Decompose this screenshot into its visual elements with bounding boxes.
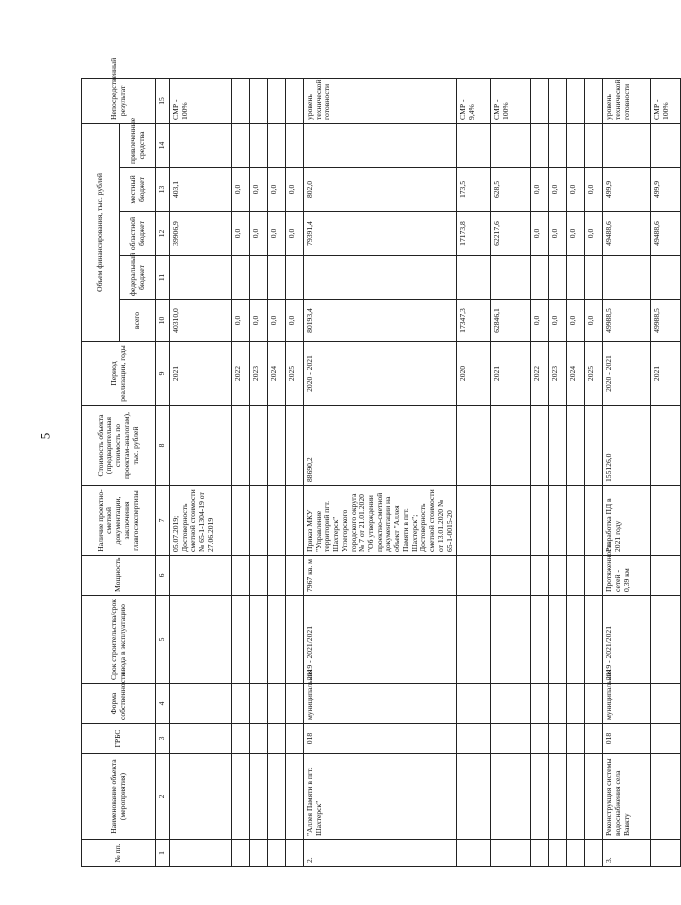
cell-result: СМР - 100%	[491, 78, 531, 123]
cell-result: СМР - 9,4%	[457, 78, 491, 123]
cell-term	[268, 596, 286, 684]
cell-result	[549, 78, 567, 123]
table-row	[304, 78, 457, 866]
cell-grbs	[286, 724, 304, 754]
cell-term	[286, 596, 304, 684]
column-number: 11	[156, 256, 170, 300]
column-number: 3	[156, 724, 170, 754]
table-row	[232, 78, 250, 866]
header-local: местный бюджет	[120, 168, 156, 212]
cell-docs	[549, 486, 567, 556]
column-number: 6	[156, 556, 170, 596]
cell-federal	[531, 256, 549, 300]
cell-federal	[286, 256, 304, 300]
cell-period: 2025	[286, 342, 304, 406]
column-number: 12	[156, 212, 170, 256]
cell-result	[585, 78, 603, 123]
cell-capacity	[531, 556, 549, 596]
cell-period: 2021	[170, 342, 232, 406]
cell-attracted	[651, 123, 681, 167]
cell-federal	[304, 256, 457, 300]
cell-grbs	[232, 724, 250, 754]
table-row	[491, 78, 531, 866]
cell-name	[567, 754, 585, 840]
cell-grbs	[651, 724, 681, 754]
cell-period: 2021	[491, 342, 531, 406]
cell-cost	[531, 406, 549, 486]
table-row	[286, 78, 304, 866]
cell-period: 2024	[268, 342, 286, 406]
cell-ownership: муниципальная	[603, 684, 651, 724]
cell-grbs: 018	[603, 724, 651, 754]
cell-docs	[531, 486, 549, 556]
table-row	[585, 78, 603, 866]
cell-name	[531, 754, 549, 840]
cell-grbs	[457, 724, 491, 754]
cell-docs	[491, 486, 531, 556]
cell-grbs	[250, 724, 268, 754]
cell-total: 80193,4	[304, 300, 457, 342]
header-funding: Объем финансирования, тыс. рублей	[82, 123, 120, 341]
cell-period: 2020 - 2021	[603, 342, 651, 406]
column-number: 9	[156, 342, 170, 406]
cell-attracted	[603, 123, 651, 167]
header-name: Наименование объекта (мероприятия)	[82, 754, 156, 840]
cell-attracted	[170, 123, 232, 167]
cell-no	[567, 840, 585, 867]
cell-result: СМР - 100%	[651, 78, 681, 123]
cell-term	[170, 596, 232, 684]
cell-no	[232, 840, 250, 867]
cell-federal	[651, 256, 681, 300]
cell-cost	[567, 406, 585, 486]
column-number: 15	[156, 78, 170, 123]
cell-ownership	[250, 684, 268, 724]
cell-grbs	[549, 724, 567, 754]
cell-attracted	[531, 123, 549, 167]
cell-name: "Аллея Памяти в пгт. Шахтерск"	[304, 754, 457, 840]
cell-docs	[457, 486, 491, 556]
cell-capacity	[250, 556, 268, 596]
cell-federal	[603, 256, 651, 300]
cell-total: 0,0	[585, 300, 603, 342]
table-body	[170, 78, 681, 866]
column-number: 14	[156, 123, 170, 167]
cell-term	[549, 596, 567, 684]
cell-term: 2019 - 2021/2021	[304, 596, 457, 684]
cell-cost	[549, 406, 567, 486]
cell-federal	[268, 256, 286, 300]
cell-grbs	[585, 724, 603, 754]
cell-capacity	[170, 556, 232, 596]
cell-capacity	[268, 556, 286, 596]
cell-local: 0,0	[567, 168, 585, 212]
cell-capacity: Протяженность сетей - 0,39 км	[603, 556, 651, 596]
cell-docs: 05.07.2019; Достоверность сметной стоимости № 65-1-1304-19 от 27.06.2019	[170, 486, 232, 556]
cell-regional: 0,0	[268, 212, 286, 256]
cell-period: 2020	[457, 342, 491, 406]
cell-result: СМР - 100%	[170, 78, 232, 123]
table-row	[603, 78, 651, 866]
cell-regional: 62217,6	[491, 212, 531, 256]
cell-docs: Приказ МКУ "Управление территорий пгт. Шахтерск" Углегорского городского округа № 7 от 21.01.2020 "Об утверждении проектно-сметной документации на объект "Аллея Памяти в пгт. Шахтерск"; Достоверность сметной стоимости от 13.01.2020 № 65-1-0015-20	[304, 486, 457, 556]
cell-federal	[232, 256, 250, 300]
cell-docs: Разработка ПД в 2021 году	[603, 486, 651, 556]
cell-name	[549, 754, 567, 840]
cell-docs	[567, 486, 585, 556]
column-number: 4	[156, 684, 170, 724]
cell-attracted	[304, 123, 457, 167]
cell-ownership	[549, 684, 567, 724]
cell-regional: 0,0	[567, 212, 585, 256]
cell-docs	[232, 486, 250, 556]
cell-docs	[651, 486, 681, 556]
cell-attracted	[232, 123, 250, 167]
cell-no	[268, 840, 286, 867]
header-cost: Стоимость объекта (предварительная стоимость по проектам-аналогам), тыс. рублей	[82, 406, 156, 486]
cell-ownership	[651, 684, 681, 724]
cell-regional: 0,0	[286, 212, 304, 256]
cell-capacity	[457, 556, 491, 596]
column-number: 13	[156, 168, 170, 212]
table-row	[567, 78, 585, 866]
cell-term	[585, 596, 603, 684]
cell-attracted	[567, 123, 585, 167]
cell-cost	[585, 406, 603, 486]
cell-no: 3.	[603, 840, 651, 867]
cell-term: 2019 - 2021/2021	[603, 596, 651, 684]
cell-ownership	[286, 684, 304, 724]
cell-name	[232, 754, 250, 840]
cell-local: 0,0	[268, 168, 286, 212]
header-capacity: Мощность	[82, 556, 156, 596]
cell-no	[491, 840, 531, 867]
cell-no	[286, 840, 304, 867]
cell-period: 2023	[549, 342, 567, 406]
header-total: всего	[120, 300, 156, 342]
cell-name	[170, 754, 232, 840]
cell-result	[250, 78, 268, 123]
cell-attracted	[268, 123, 286, 167]
cell-period: 2024	[567, 342, 585, 406]
cell-result	[232, 78, 250, 123]
cell-capacity	[549, 556, 567, 596]
cell-local: 802,0	[304, 168, 457, 212]
cell-docs	[268, 486, 286, 556]
cell-result	[531, 78, 549, 123]
cell-cost	[286, 406, 304, 486]
cell-term	[491, 596, 531, 684]
cell-result: уровень технической готовности	[603, 78, 651, 123]
cell-cost	[232, 406, 250, 486]
table-row	[250, 78, 268, 866]
cell-period: 2023	[250, 342, 268, 406]
cell-regional: 17173,8	[457, 212, 491, 256]
cell-docs	[585, 486, 603, 556]
cell-ownership	[567, 684, 585, 724]
cell-term	[232, 596, 250, 684]
header-attracted: привлеченные средства	[120, 123, 156, 167]
cell-name	[457, 754, 491, 840]
cell-local: 0,0	[549, 168, 567, 212]
cell-total: 0,0	[567, 300, 585, 342]
cell-term	[567, 596, 585, 684]
header-period: Период реализации, годы	[82, 342, 156, 406]
cell-total: 62846,1	[491, 300, 531, 342]
cell-capacity	[232, 556, 250, 596]
cell-name	[585, 754, 603, 840]
header-federal: федеральный бюджет	[120, 256, 156, 300]
cell-regional: 49488,6	[603, 212, 651, 256]
column-numbers-row	[156, 78, 170, 866]
table-row	[531, 78, 549, 866]
objects-table	[81, 57, 681, 867]
cell-attracted	[457, 123, 491, 167]
cell-total: 49988,5	[651, 300, 681, 342]
cell-cost	[170, 406, 232, 486]
cell-attracted	[549, 123, 567, 167]
header-regional: областной бюджет	[120, 212, 156, 256]
cell-period: 2025	[585, 342, 603, 406]
table-row	[170, 78, 232, 866]
cell-capacity	[651, 556, 681, 596]
header-result: Непосредственный результат	[82, 78, 156, 123]
header-no: № пп.	[82, 840, 156, 867]
cell-no	[531, 840, 549, 867]
cell-total: 0,0	[232, 300, 250, 342]
cell-no	[250, 840, 268, 867]
cell-grbs	[491, 724, 531, 754]
cell-total: 17347,3	[457, 300, 491, 342]
column-number: 1	[156, 840, 170, 867]
header-docs: Наличие проектно-сметной документации, заключения главгосэкспертизы	[82, 486, 156, 556]
cell-no	[651, 840, 681, 867]
cell-result: уровень технической готовности	[304, 78, 457, 123]
cell-total: 0,0	[286, 300, 304, 342]
cell-total: 40310,0	[170, 300, 232, 342]
cell-period: 2022	[531, 342, 549, 406]
cell-no	[585, 840, 603, 867]
cell-capacity	[585, 556, 603, 596]
table-row	[268, 78, 286, 866]
cell-cost	[268, 406, 286, 486]
cell-docs	[286, 486, 304, 556]
cell-attracted	[286, 123, 304, 167]
cell-federal	[567, 256, 585, 300]
cell-grbs	[567, 724, 585, 754]
cell-local: 0,0	[250, 168, 268, 212]
cell-cost	[651, 406, 681, 486]
cell-local: 0,0	[585, 168, 603, 212]
cell-total: 0,0	[549, 300, 567, 342]
cell-no	[549, 840, 567, 867]
cell-regional: 0,0	[549, 212, 567, 256]
column-number: 8	[156, 406, 170, 486]
cell-result	[286, 78, 304, 123]
cell-cost: 88690,2	[304, 406, 457, 486]
cell-no	[170, 840, 232, 867]
page-number: 5	[37, 432, 53, 440]
cell-federal	[170, 256, 232, 300]
cell-regional: 79391,4	[304, 212, 457, 256]
cell-term	[250, 596, 268, 684]
cell-term	[651, 596, 681, 684]
header-term: Срок строительства/срок ввода в эксплуатацию	[82, 596, 156, 684]
cell-period: 2020 - 2021	[304, 342, 457, 406]
cell-regional: 0,0	[585, 212, 603, 256]
cell-ownership: муниципальная	[304, 684, 457, 724]
cell-cost	[491, 406, 531, 486]
header-ownership: Форма собственности	[82, 684, 156, 724]
cell-period: 2022	[232, 342, 250, 406]
cell-cost	[250, 406, 268, 486]
cell-grbs	[170, 724, 232, 754]
cell-local: 499,9	[651, 168, 681, 212]
cell-local: 628,5	[491, 168, 531, 212]
cell-ownership	[457, 684, 491, 724]
cell-grbs	[268, 724, 286, 754]
cell-term	[457, 596, 491, 684]
cell-name: Реконструкция системы водоснабжения села Вавкту	[603, 754, 651, 840]
cell-local: 0,0	[531, 168, 549, 212]
cell-cost	[457, 406, 491, 486]
cell-regional: 0,0	[250, 212, 268, 256]
cell-total: 49988,5	[603, 300, 651, 342]
cell-attracted	[250, 123, 268, 167]
cell-term	[531, 596, 549, 684]
cell-federal	[491, 256, 531, 300]
cell-ownership	[585, 684, 603, 724]
column-number: 10	[156, 300, 170, 342]
cell-ownership	[170, 684, 232, 724]
table-row	[549, 78, 567, 866]
rotated-sheet	[81, 57, 670, 867]
cell-capacity	[567, 556, 585, 596]
cell-docs	[250, 486, 268, 556]
cell-federal	[585, 256, 603, 300]
cell-result	[268, 78, 286, 123]
cell-ownership	[268, 684, 286, 724]
cell-result	[567, 78, 585, 123]
cell-name	[491, 754, 531, 840]
cell-regional: 39906,9	[170, 212, 232, 256]
cell-regional: 0,0	[531, 212, 549, 256]
cell-name	[651, 754, 681, 840]
cell-attracted	[491, 123, 531, 167]
cell-grbs	[531, 724, 549, 754]
cell-capacity: 7967 кв. м	[304, 556, 457, 596]
cell-federal	[250, 256, 268, 300]
cell-ownership	[491, 684, 531, 724]
cell-federal	[457, 256, 491, 300]
cell-name	[268, 754, 286, 840]
column-number: 5	[156, 596, 170, 684]
cell-local: 173,5	[457, 168, 491, 212]
cell-local: 499,9	[603, 168, 651, 212]
cell-regional: 49488,6	[651, 212, 681, 256]
cell-grbs: 018	[304, 724, 457, 754]
cell-ownership	[232, 684, 250, 724]
cell-total: 0,0	[250, 300, 268, 342]
cell-name	[250, 754, 268, 840]
cell-period: 2021	[651, 342, 681, 406]
table-row	[457, 78, 491, 866]
cell-total: 0,0	[268, 300, 286, 342]
cell-local: 403,1	[170, 168, 232, 212]
cell-regional: 0,0	[232, 212, 250, 256]
column-number: 2	[156, 754, 170, 840]
cell-local: 0,0	[286, 168, 304, 212]
cell-no: 2.	[304, 840, 457, 867]
cell-total: 0,0	[531, 300, 549, 342]
cell-attracted	[585, 123, 603, 167]
cell-capacity	[491, 556, 531, 596]
cell-name	[286, 754, 304, 840]
cell-cost: 155126,0	[603, 406, 651, 486]
cell-no	[457, 840, 491, 867]
cell-federal	[549, 256, 567, 300]
table-row	[651, 78, 681, 866]
column-number: 7	[156, 486, 170, 556]
header-grbs: ГРБС	[82, 724, 156, 754]
cell-ownership	[531, 684, 549, 724]
cell-local: 0,0	[232, 168, 250, 212]
cell-capacity	[286, 556, 304, 596]
